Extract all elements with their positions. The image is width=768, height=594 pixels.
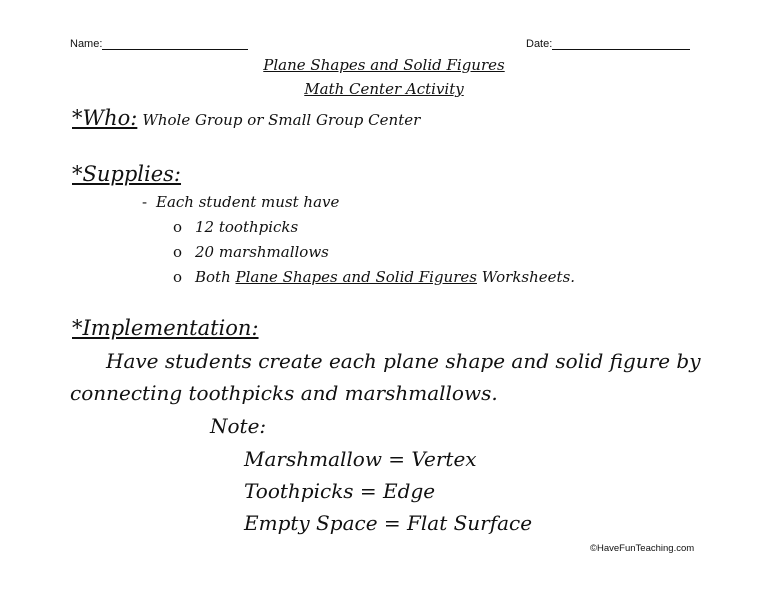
worksheet-subtitle: Math Center Activity (304, 80, 464, 98)
supplies-intro-text: Each student must have (156, 193, 340, 211)
supply-item-text: 20 marshmallows (195, 243, 329, 261)
supplies-intro (142, 193, 339, 211)
implementation-line-2: connecting toothpicks and marshmallows. (70, 381, 498, 405)
note-item: Empty Space = Flat Surface (244, 511, 533, 535)
who-label: *Who: (72, 106, 138, 130)
implementation-line-1: Have students create each plane shape and solid figure by (106, 349, 701, 373)
note-item: Marshmallow = Vertex (244, 447, 477, 471)
supply-item (173, 268, 575, 286)
date-field (526, 37, 690, 50)
supplies-label: *Supplies: (72, 162, 182, 186)
circle-bullet: o (173, 218, 183, 236)
who-text: Whole Group or Small Group Center (142, 111, 421, 129)
supply-item (173, 243, 329, 261)
worksheet-title-reference: Plane Shapes and Solid Figures (235, 268, 477, 286)
date-blank-line (552, 37, 690, 50)
name-label: Name: (70, 38, 103, 50)
circle-bullet: o (173, 268, 183, 286)
name-blank-line (102, 37, 248, 50)
worksheet-title: Plane Shapes and Solid Figures (263, 56, 505, 74)
name-field (70, 37, 248, 50)
note-item: Toothpicks = Edge (244, 479, 436, 503)
who-section (72, 106, 420, 130)
note-label: Note: (210, 414, 267, 438)
supply-item-suffix: Worksheets. (481, 268, 576, 286)
circle-bullet: o (173, 243, 183, 261)
supply-item (173, 218, 298, 236)
supply-item-text: 12 toothpicks (195, 218, 299, 236)
implementation-label: *Implementation: (72, 316, 259, 340)
date-label: Date: (526, 38, 553, 50)
supply-item-prefix: Both (195, 268, 231, 286)
copyright-text: ©HaveFunTeaching.com (590, 543, 695, 554)
dash-bullet: - (142, 193, 148, 211)
